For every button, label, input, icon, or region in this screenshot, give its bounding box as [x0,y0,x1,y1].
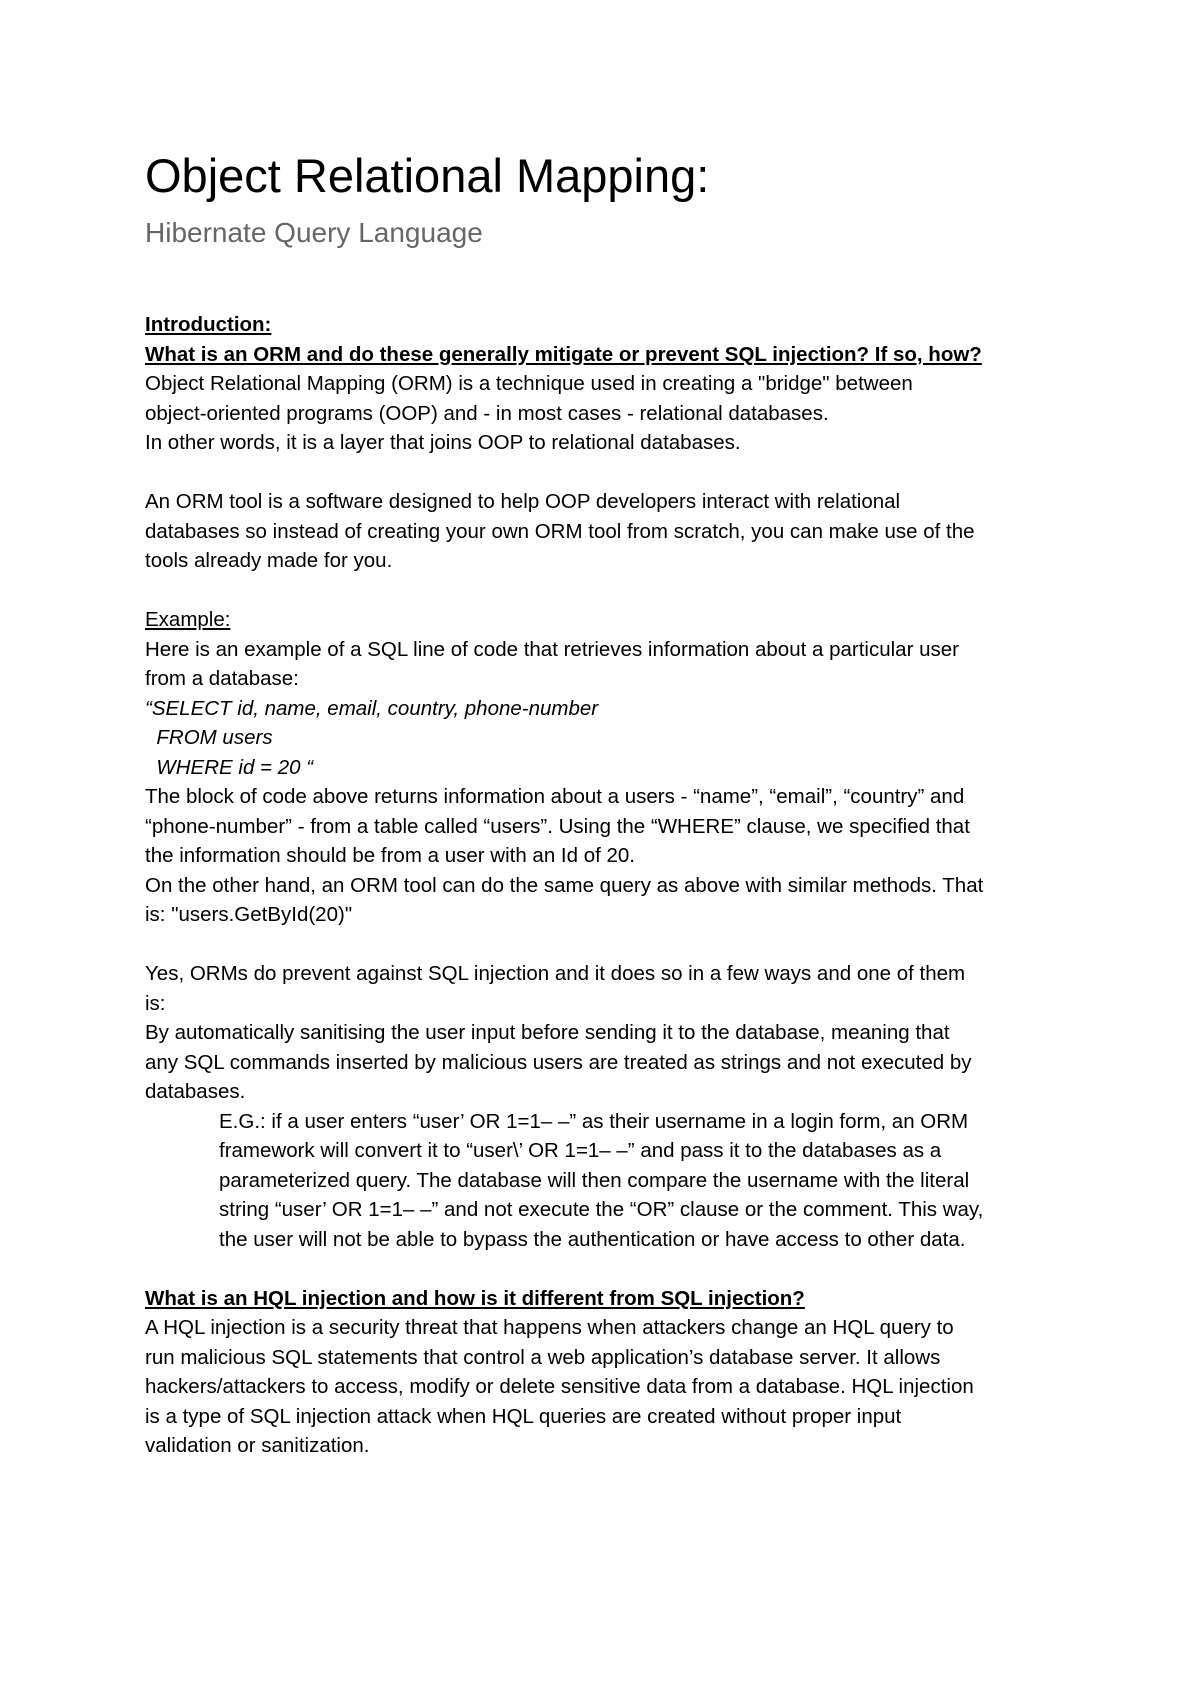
example-indented-line: E.G.: if a user enters “user’ OR 1=1– –” as their username in a login form, an ORM [219,1109,969,1133]
spacer [145,930,1065,960]
paragraph-line: “phone-number” - from a table called “users”. Using the “WHERE” clause, we specified that [145,814,970,838]
paragraph-line: An ORM tool is a software designed to help OOP developers interact with relational [145,490,901,513]
sql-code-line: “SELECT id, name, email, country, phone-number [145,696,599,720]
orm-question-heading: What is an ORM and do these generally mitigate or prevent SQL injection? If so, how? [145,342,982,366]
paragraph-line: The block of code above returns information about a users - “name”, “email”, “country” and [145,785,965,808]
document-content [145,148,1065,1461]
paragraph-line: run malicious SQL statements that control a web application’s database server. It allows [145,1345,941,1369]
paragraph-line: hackers/attackers to access, modify or delete sensitive data from a database. HQL injection [145,1375,974,1398]
paragraph-line: By automatically sanitising the user input before sending it to the database, meaning that [145,1021,950,1044]
paragraph-line: databases so instead of creating your own ORM tool from scratch, you can make use of the [145,519,975,543]
paragraph-line: is a type of SQL injection attack when HQL queries are created without proper input [145,1404,902,1428]
intro-heading: Introduction: [145,313,272,336]
document-body [145,310,1065,1461]
paragraph-line: any SQL commands inserted by malicious users are treated as strings and not executed by [145,1050,972,1074]
example-heading: Example: [145,608,231,631]
document-subtitle: Hibernate Query Language [145,217,483,248]
paragraph-line: A HQL injection is a security threat that happens when attackers change an HQL query to [145,1316,954,1339]
example-indented-line: framework will convert it to “user\’ OR 1=1– –” and pass it to the databases as a [219,1139,942,1162]
example-indented-line: the user will not be able to bypass the authentication or have access to other data. [219,1227,966,1251]
paragraph-line: the information should be from a user with an Id of 20. [145,844,635,867]
hql-question-heading: What is an HQL injection and how is it different from SQL injection? [145,1286,805,1310]
paragraph-line: Here is an example of a SQL line of code that retrieves information about a particular user [145,637,959,661]
paragraph-line: Object Relational Mapping (ORM) is a technique used in creating a "bridge" between [145,372,913,395]
paragraph-line: On the other hand, an ORM tool can do the same query as above with similar methods. That [145,873,984,897]
spacer [145,458,1065,488]
paragraph-line: validation or sanitization. [145,1434,370,1457]
paragraph-line: from a database: [145,667,299,690]
paragraph-line: object-oriented programs (OOP) and - in most cases - relational databases. [145,401,829,425]
paragraph-line: databases. [145,1080,246,1103]
example-indented-line: string “user’ OR 1=1– –” and not execute the “OR” clause or the comment. This way, [219,1198,984,1221]
paragraph-line: tools already made for you. [145,549,393,572]
sql-code-line: FROM users [145,726,273,749]
paragraph-line: Yes, ORMs do prevent against SQL injection and it does so in a few ways and one of them [145,962,966,985]
paragraph-line: In other words, it is a layer that joins OOP to relational databases. [145,431,741,454]
sql-code-line: WHERE id = 20 “ [145,755,314,779]
paragraph-line: is: "users.GetById(20)" [145,903,353,926]
paragraph-line: is: [145,991,166,1015]
example-indented-line: parameterized query. The database will then compare the username with the literal [219,1168,970,1192]
spacer [145,576,1065,606]
spacer [145,1254,1065,1284]
document-title: Object Relational Mapping: [145,149,710,202]
